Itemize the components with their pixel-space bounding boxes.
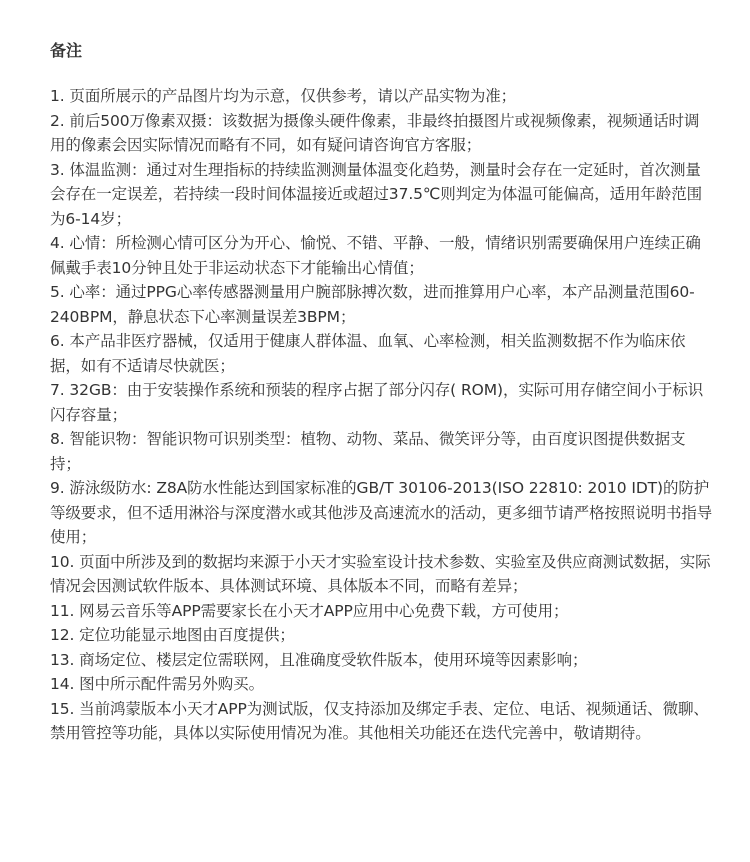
note-item-12: 12. 定位功能显示地图由百度提供；: [50, 626, 295, 644]
notes-title: 备注: [50, 41, 83, 60]
note-item-10: 10. 页面中所涉及到的数据均来源于小天才实验室设计技术参数、实验室及供应商测试数据，实际情况会因测试软件版本、具体测试环境、具体版本不同，而略有差异；: [50, 552, 711, 595]
note-item-8: 8. 智能识物：智能识物可识别类型：植物、动物、菜品、微笑评分等，由百度识图提供数据支持；: [50, 430, 686, 473]
note-item-3: 3. 体温监测：通过对生理指标的持续监测测量体温变化趋势，测量时会存在一定延时，首次测量会存在一定误差，若持续一段时间体温接近或超过37.5℃则判定为体温可能偏高，适用年龄范围为6-14岁；: [50, 160, 703, 228]
note-item-9: 9. 游泳级防水: Z8A防水性能达到国家标准的GB/T 30106-2013(ISO 22810: 2010 IDT)的防护等级要求，但不适用淋浴与深度潜水或其他涉及高速流水的活动，更多细节请严格按照说明书指导使用；: [50, 479, 713, 546]
note-item-15: 15. 当前鸿蒙版本小天才APP为测试版，仅支持添加及绑定手表、定位、电话、视频通话、微聊、禁用管控等功能，具体以实际使用情况为准。其他相关功能还在迭代完善中，敬请期待。: [50, 699, 709, 742]
note-item-1: 1. 页面所展示的产品图片均为示意，仅供参考，请以产品实物为准；: [50, 87, 517, 105]
note-item-5: 5. 心率：通过PPG心率传感器测量用户腕部脉搏次数，进而推算用户心率，本产品测量范围60-240BPM，静息状态下心率测量误差3BPM；: [50, 283, 695, 326]
note-item-14: 14. 图中所示配件需另外购买。: [50, 675, 264, 693]
note-item-11: 11. 网易云音乐等APP需要家长在小天才APP应用中心免费下载，方可使用；: [50, 601, 569, 620]
note-item-4: 4. 心情：所检测心情可区分为开心、愉悦、不错、平静、一般，情绪识别需要确保用户连续正确佩戴手表10分钟且处于非运动状态下才能输出心情值；: [50, 234, 701, 277]
notes-list: [50, 84, 714, 746]
note-item-7: 7. 32GB：由于安装操作系统和预装的程序占据了部分闪存( ROM)，实际可用存储空间小于标识闪存容量；: [50, 381, 704, 424]
note-item-13: 13. 商场定位、楼层定位需联网，且准确度受软件版本，使用环境等因素影响；: [50, 650, 588, 669]
note-item-2: 2. 前后500万像素双摄：该数据为摄像头硬件像素，非最终拍摄图片或视频像素，视频通话时调用的像素会因实际情况而略有不同，如有疑问请咨询官方客服；: [50, 111, 700, 154]
note-item-6: 6. 本产品非医疗器械，仅适用于健康人群体温、血氧、心率检测，相关监测数据不作为临床依据，如有不适请尽快就医；: [50, 332, 686, 375]
